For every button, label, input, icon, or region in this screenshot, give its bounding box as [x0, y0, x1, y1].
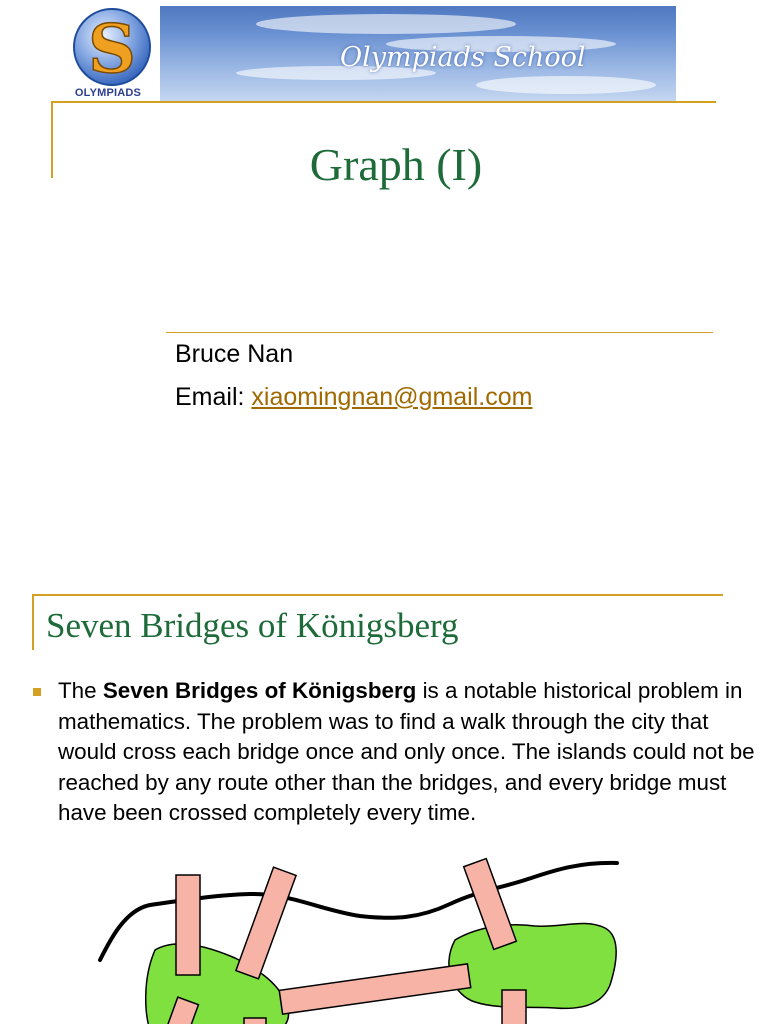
bridge-1 [176, 875, 200, 975]
bullet-bold-term: Seven Bridges of Königsberg [102, 678, 417, 703]
bullet-square-icon [33, 688, 41, 696]
slide-title: Graph (I) [309, 139, 483, 190]
konigsberg-illustration [0, 850, 768, 1024]
school-name: Olympiads School [340, 42, 586, 73]
bullet-paragraph [58, 676, 758, 829]
logo-text: OLYMPIADS [74, 87, 142, 99]
author-name: Bruce Nan [175, 340, 294, 368]
author-rule [166, 332, 713, 333]
title-rule-horizontal [52, 101, 716, 103]
email-line [175, 383, 532, 412]
bridge-4 [279, 964, 470, 1014]
slide2-rule-horizontal [33, 594, 723, 596]
email-label: Email: [175, 383, 252, 411]
bridge-7 [244, 1018, 266, 1024]
bridge-2 [236, 867, 296, 979]
slide2-title: Seven Bridges of Königsberg [46, 606, 459, 645]
olympiads-logo [56, 6, 160, 101]
bullet-prefix: The [58, 678, 103, 703]
right-island [449, 923, 616, 1008]
bridge-5 [502, 990, 526, 1024]
email-link[interactable]: xiaomingnan@gmail.com [251, 383, 533, 411]
slide2-rule-vertical [32, 594, 34, 650]
logo-letter: S [88, 10, 136, 88]
bullet-rest: is a notable historical problem in mathematics. The problem was to find a walk through the city that would cross each bridge once and only once. The islands could not be reached by any route other than the bridges, and every bridge must have been crossed completely every time. [58, 678, 755, 826]
